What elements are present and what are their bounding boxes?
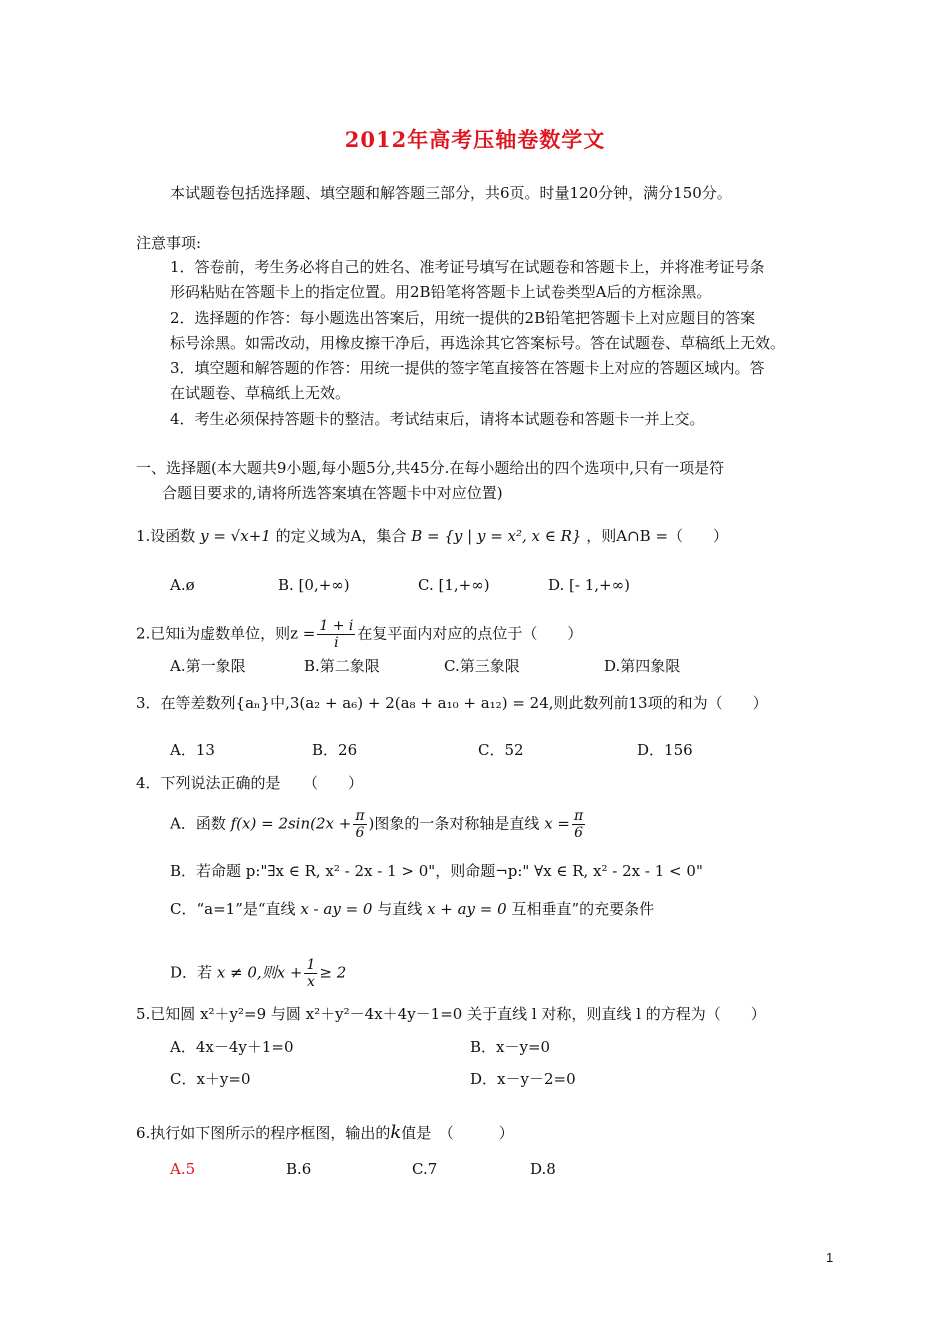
q6-post: 值是 （ ） xyxy=(401,1124,514,1142)
question-5: 5.已知圆 x²＋y²=9 与圆 x²＋y²－4x＋4y－1=0 关于直线 l 对称，则直线 l 的方程为（ ） xyxy=(136,1005,766,1023)
q4a-numerator-1: π xyxy=(355,808,365,824)
q3-option-d: D．156 xyxy=(637,741,693,759)
q3-option-c: C．52 xyxy=(478,741,524,759)
note-3a: 3．填空题和解答题的作答：用统一提供的签字笔直接答在答题卡上对应的答题区域内。答 xyxy=(170,359,765,377)
q4d-numerator: 1 xyxy=(306,957,316,973)
q3-option-b: B．26 xyxy=(312,741,358,759)
q6-pre: 6.执行如下图所示的程序框图，输出的 xyxy=(136,1124,391,1142)
intro-text: 本试题卷包括选择题、填空题和解答题三部分，共6页。时量120分钟，满分150分。 xyxy=(170,184,732,202)
q4a-denominator-2: 6 xyxy=(574,825,584,841)
q1-function: y = √x+1 xyxy=(200,527,271,545)
q4a-numerator-2: π xyxy=(573,808,584,824)
q3-option-a: A．13 xyxy=(170,741,215,759)
q4a-x: x = xyxy=(544,814,570,833)
note-4: 4．考生必须保持答题卡的整洁。考试结束后，请将本试题卷和答题卡一并上交。 xyxy=(170,410,705,428)
page-number: 1 xyxy=(826,1250,834,1265)
q4c-mid: 与直线 xyxy=(377,900,423,918)
q4a-pre: A．函数 xyxy=(170,814,226,833)
q2-option-c: C.第三象限 xyxy=(444,657,520,675)
note-3b: 在试题卷、草稿纸上无效。 xyxy=(170,384,351,402)
q4-option-a xyxy=(170,808,587,841)
q4a-function: f(x) = 2sin(2x + xyxy=(230,814,352,833)
note-1a: 1．答卷前，考生务必将自己的姓名、准考证号填写在试题卷和答题卡上，并将准考证号条 xyxy=(170,258,765,276)
q4d-expression: x ≠ 0,则x + xyxy=(216,963,303,982)
q6-option-b: B.6 xyxy=(286,1160,312,1178)
q4a-mid: )图象的一条对称轴是直线 xyxy=(368,814,540,833)
q6-k: k xyxy=(390,1122,402,1143)
q2-pre: 2.已知i为虚数单位，则z = xyxy=(136,624,316,643)
q2-option-d: D.第四象限 xyxy=(604,657,681,675)
q4-option-b: B．若命题 p:"∃x ∈ R, x² - 2x - 1 > 0"，则命题¬p:" ∀x ∈ R, x² - 2x - 1 < 0" xyxy=(170,862,703,880)
note-2a: 2．选择题的作答：每小题选出答案后，用统一提供的2B铅笔把答题卡上对应题目的答案 xyxy=(170,309,756,327)
q5-option-d: D．x－y－2=0 xyxy=(470,1070,576,1088)
q4-option-c xyxy=(170,898,654,920)
q6-option-a: A.5 xyxy=(170,1160,196,1178)
q2-post: 在复平面内对应的点位于（ ） xyxy=(357,624,583,643)
note-2b: 标号涂黑。如需改动，用橡皮擦干净后，再选涂其它答案标号。答在试题卷、草稿纸上无效。 xyxy=(170,334,786,352)
q5-option-b: B．x－y=0 xyxy=(470,1038,551,1056)
q4a-fraction-1 xyxy=(353,808,366,841)
q4c-line-2: x + ay = 0 xyxy=(427,900,507,918)
q4c-line-1: x - ay = 0 xyxy=(300,900,373,918)
note-1b: 形码粘贴在答题卡上的指定位置。用2B铅笔将答题卡上试卷类型A后的方框涂黑。 xyxy=(170,283,712,301)
question-3: 3．在等差数列{aₙ}中,3(a₂ + a₆) + 2(a₈ + a₁₀ + a₁₂) = 24,则此数列前13项的和为（ ） xyxy=(136,694,768,712)
q1-pre: 1.设函数 xyxy=(136,527,196,545)
question-1 xyxy=(136,525,728,547)
question-2 xyxy=(136,618,582,651)
q1-option-b: B. [0,+∞) xyxy=(278,576,350,594)
q2-option-b: B.第二象限 xyxy=(304,657,380,675)
q1-option-c: C. [1,+∞) xyxy=(418,576,490,594)
q4a-fraction-2 xyxy=(572,808,585,841)
q5-option-c: C．x＋y=0 xyxy=(170,1070,251,1088)
page-title: 2012年高考压轴卷数学文 xyxy=(344,127,606,152)
question-6 xyxy=(136,1122,514,1144)
q4d-denominator: x xyxy=(306,974,315,990)
q2-option-a: A.第一象限 xyxy=(170,657,246,675)
q4a-denominator-1: 6 xyxy=(355,825,365,841)
q1-mid: 的定义域为A，集合 xyxy=(275,527,407,545)
section-heading-a: 一、选择题(本大题共9小题,每小题5分,共45分.在每小题给出的四个选项中,只有一项是符 xyxy=(136,459,725,477)
q1-option-d: D. [- 1,+∞) xyxy=(548,576,630,594)
q4d-fraction xyxy=(304,957,317,990)
q4c-pre: C．“a=1”是“直线 xyxy=(170,900,296,918)
q6-option-c: C.7 xyxy=(412,1160,438,1178)
q4d-post: ≥ 2 xyxy=(319,963,347,982)
q2-fraction xyxy=(317,618,355,651)
q1-set: B = {y | y = x², x ∈ R} xyxy=(411,527,582,545)
q1-option-a: A.ø xyxy=(170,576,195,594)
question-4: 4．下列说法正确的是 （ ） xyxy=(136,774,364,792)
q2-denominator: i xyxy=(334,635,339,651)
q2-numerator: 1 + i xyxy=(319,618,354,634)
q4c-post: 互相垂直”的充要条件 xyxy=(511,900,655,918)
q4-option-d xyxy=(170,957,346,990)
q6-option-d: D.8 xyxy=(530,1160,556,1178)
q4d-pre: D．若 xyxy=(170,963,213,982)
section-heading-b: 合题目要求的,请将所选答案填在答题卡中对应位置) xyxy=(162,484,503,502)
notes-heading: 注意事项: xyxy=(136,234,202,252)
q1-post: ，则A∩B =（ ） xyxy=(586,527,729,545)
q5-option-a: A．4x－4y＋1=0 xyxy=(170,1038,294,1056)
